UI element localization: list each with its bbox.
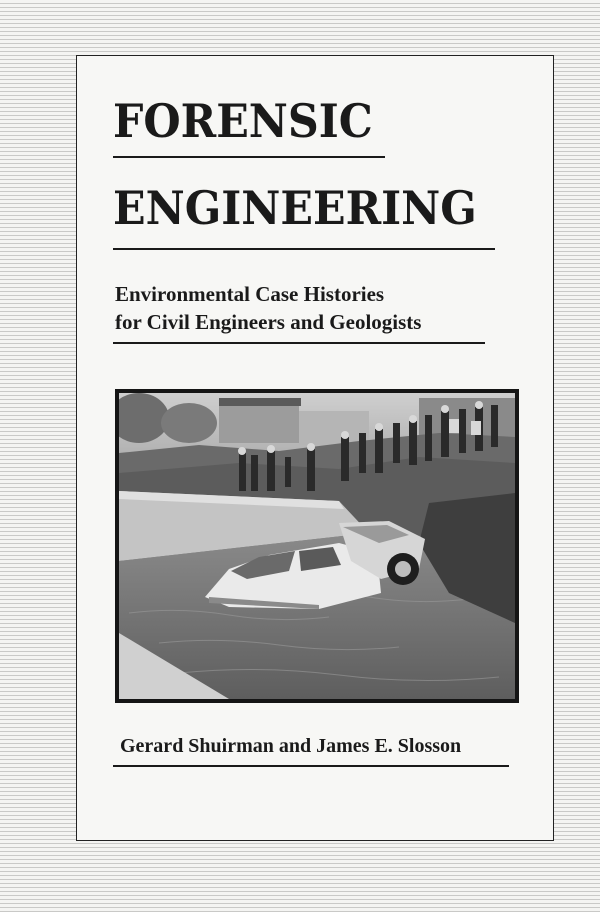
cover-panel <box>76 55 554 841</box>
subtitle-rule <box>113 342 485 344</box>
title-rule-2 <box>113 248 495 250</box>
title-line-2: ENGINEERING <box>113 181 477 235</box>
author-rule <box>113 765 509 767</box>
subtitle-line-2: for Civil Engineers and Geologists <box>115 310 422 334</box>
title-line-1: FORENSIC <box>113 94 373 148</box>
subtitle-line-1: Environmental Case Histories <box>115 282 385 306</box>
cover-photo <box>115 389 519 703</box>
title-rule-1 <box>113 156 385 158</box>
cover-photo-illustration <box>119 393 515 699</box>
authors: Gerard Shuirman and James E. Slosson <box>120 735 462 757</box>
